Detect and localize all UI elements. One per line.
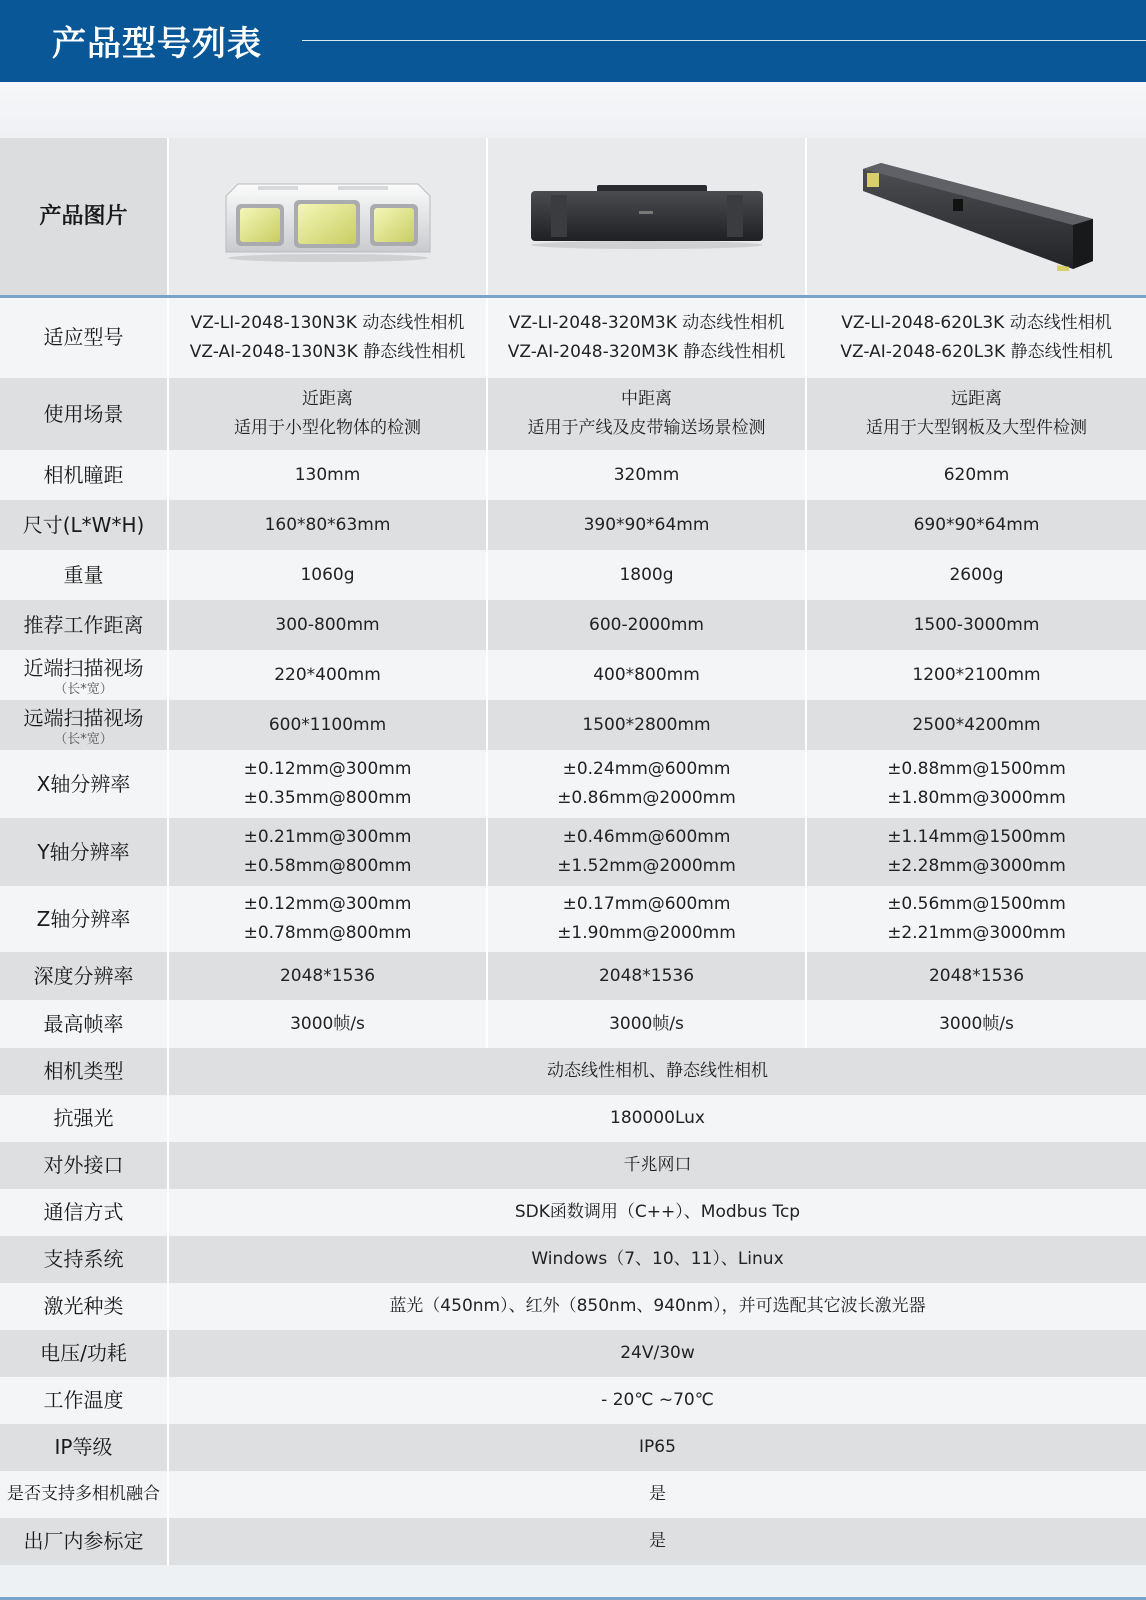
- spec-row: [0, 1095, 1146, 1142]
- spec-value: [806, 1000, 1146, 1048]
- row-label: [0, 1518, 168, 1565]
- spec-value: IP65: [168, 1424, 1146, 1471]
- spec-value: 180000Lux: [168, 1095, 1146, 1142]
- camera-130-image: [218, 168, 438, 264]
- spec-value-line: VZ-AI-2048-620L3K 静态线性相机: [840, 341, 1113, 362]
- spec-row: [0, 378, 1146, 450]
- spec-value: 是: [168, 1471, 1146, 1518]
- row-label-text: 适应型号: [43, 325, 124, 350]
- spec-value-line: VZ-LI-2048-620L3K 动态线性相机: [841, 312, 1112, 333]
- spec-row: [0, 818, 1146, 886]
- spec-value: 24V/30w: [168, 1330, 1146, 1377]
- spec-row: [0, 952, 1146, 1000]
- spec-value-line: 2048*1536: [598, 965, 695, 986]
- row-label: [0, 1424, 168, 1471]
- spec-value-line: 130mm: [294, 464, 361, 485]
- spec-value: [487, 886, 806, 952]
- spec-value: [487, 296, 806, 378]
- row-label: [0, 700, 168, 750]
- row-label: [0, 886, 168, 952]
- spec-value-line: 3000帧/s: [939, 1013, 1014, 1034]
- spec-row: [0, 1518, 1146, 1565]
- spec-value-line: ±0.88mm@1500mm: [887, 759, 1066, 779]
- row-label-text: X轴分辨率: [36, 771, 131, 796]
- spec-value: [168, 700, 487, 750]
- row-label: [0, 1283, 168, 1330]
- image-row: [0, 138, 1146, 296]
- spec-value-line: 1800g: [619, 564, 674, 585]
- spec-value: [806, 700, 1146, 750]
- spec-row: [0, 1377, 1146, 1424]
- row-label: [0, 750, 168, 818]
- row-label: [0, 450, 168, 500]
- product-image-cell: [168, 138, 487, 296]
- row-label: [0, 1377, 168, 1424]
- spec-value: [168, 450, 487, 500]
- row-label-text: 相机类型: [43, 1059, 124, 1083]
- spec-value-line: 1500*2800mm: [582, 714, 711, 735]
- camera-320-image: [527, 181, 767, 251]
- spec-row: [0, 1048, 1146, 1095]
- spec-value-line: 690*90*64mm: [913, 514, 1040, 535]
- spec-value: [806, 500, 1146, 550]
- spec-value: [806, 378, 1146, 450]
- spec-value: [487, 818, 806, 886]
- spec-value: [487, 650, 806, 700]
- camera-620-image: [857, 161, 1097, 271]
- row-label: [0, 1471, 168, 1518]
- spec-value-line: 320mm: [613, 464, 680, 485]
- spec-value: [806, 818, 1146, 886]
- spec-value-line: VZ-LI-2048-130N3K 动态线性相机: [190, 312, 465, 333]
- spec-value-line: 1200*2100mm: [912, 664, 1041, 685]
- row-label-text: 相机瞳距: [43, 462, 124, 487]
- row-label-text: 激光种类: [43, 1294, 124, 1318]
- spec-row: [0, 886, 1146, 952]
- spec-value: [487, 600, 806, 650]
- row-label: [0, 296, 168, 378]
- spec-value-line: ±0.78mm@800mm: [243, 923, 412, 943]
- spec-value: [487, 1000, 806, 1048]
- spec-value-line: ±0.35mm@800mm: [243, 788, 412, 808]
- spec-value: [806, 450, 1146, 500]
- spec-value-line: ±0.17mm@600mm: [562, 894, 731, 914]
- spec-value: [806, 296, 1146, 378]
- spec-value-line: 2600g: [949, 564, 1004, 585]
- spec-value: [168, 378, 487, 450]
- row-label-text: 对外接口: [43, 1153, 124, 1177]
- header-divider: [302, 40, 1146, 41]
- row-label-text: 使用场景: [43, 401, 124, 426]
- spec-value-line: ±0.56mm@1500mm: [887, 894, 1066, 914]
- page-title: 产品型号列表: [52, 24, 262, 64]
- spec-value-line: ±1.14mm@1500mm: [887, 827, 1066, 847]
- spec-value-line: 适用于产线及皮带输送场景检测: [527, 418, 766, 438]
- spec-value-line: ±1.80mm@3000mm: [887, 788, 1066, 808]
- row-label-text: IP等级: [54, 1435, 113, 1459]
- spec-value: [487, 450, 806, 500]
- spec-value-line: ±0.21mm@300mm: [243, 827, 412, 847]
- spec-row: [0, 700, 1146, 750]
- spec-value-line: ±1.90mm@2000mm: [557, 923, 736, 943]
- spec-value: [806, 550, 1146, 600]
- spec-value-line: 220*400mm: [274, 664, 381, 685]
- row-label: [0, 952, 168, 1000]
- spec-value-line: 3000帧/s: [290, 1013, 365, 1034]
- spec-row: [0, 1236, 1146, 1283]
- product-image-cell: [487, 138, 806, 296]
- spec-value-line: 适用于小型化物体的检测: [234, 418, 421, 438]
- spec-value-line: ±0.24mm@600mm: [562, 759, 731, 779]
- spec-value-line: ±1.52mm@2000mm: [557, 856, 736, 876]
- spec-value: [806, 886, 1146, 952]
- row-label-text: 工作温度: [43, 1388, 124, 1412]
- row-label: [0, 1142, 168, 1189]
- spec-value: 是: [168, 1518, 1146, 1565]
- row-label-text: 通信方式: [43, 1200, 124, 1224]
- spec-value: [487, 378, 806, 450]
- product-image-cell: [806, 138, 1146, 296]
- spec-value: [487, 550, 806, 600]
- row-label-text: 远端扫描视场: [23, 705, 144, 730]
- spec-value-line: 2500*4200mm: [912, 714, 1041, 735]
- row-label: [0, 600, 168, 650]
- spec-value-line: 1060g: [300, 564, 355, 585]
- spec-value-line: ±2.21mm@3000mm: [887, 923, 1066, 943]
- spec-row: [0, 600, 1146, 650]
- row-label: [0, 1189, 168, 1236]
- spec-row: [0, 1424, 1146, 1471]
- spec-value: 千兆网口: [168, 1142, 1146, 1189]
- spec-value-line: 2048*1536: [279, 965, 376, 986]
- spec-value-line: VZ-AI-2048-320M3K 静态线性相机: [507, 341, 786, 362]
- row-label-text: 支持系统: [43, 1247, 124, 1271]
- spec-table: [0, 138, 1146, 1565]
- spec-value: - 20℃ ~70℃: [168, 1377, 1146, 1424]
- row-label-text: Z轴分辨率: [36, 906, 131, 931]
- spec-row: [0, 1142, 1146, 1189]
- spec-value-line: 600-2000mm: [589, 614, 704, 635]
- header-spacer: [0, 82, 1146, 138]
- spec-value: [168, 296, 487, 378]
- spec-value-line: 适用于大型钢板及大型件检测: [866, 418, 1087, 438]
- spec-value-line: ±0.46mm@600mm: [562, 827, 731, 847]
- spec-value-line: 390*90*64mm: [583, 514, 710, 535]
- spec-value-line: ±0.86mm@2000mm: [557, 788, 736, 808]
- spec-row: [0, 550, 1146, 600]
- row-label: [0, 1095, 168, 1142]
- spec-value-line: 600*1100mm: [268, 714, 387, 735]
- spec-row: [0, 750, 1146, 818]
- spec-value-line: 160*80*63mm: [264, 514, 391, 535]
- row-label-text: 重量: [63, 562, 104, 587]
- spec-value-line: ±0.12mm@300mm: [243, 894, 412, 914]
- row-label-text: 电压/功耗: [40, 1341, 127, 1365]
- spec-value-line: ±0.58mm@800mm: [243, 856, 412, 876]
- page-header: [0, 0, 1146, 82]
- spec-row: [0, 450, 1146, 500]
- row-label: [0, 1000, 168, 1048]
- spec-value-line: 400*800mm: [593, 664, 700, 685]
- spec-value: [487, 500, 806, 550]
- row-label-text: 是否支持多相机融合: [7, 1484, 160, 1504]
- row-label-text: 推荐工作距离: [23, 612, 144, 637]
- spec-value-line: ±0.12mm@300mm: [243, 759, 412, 779]
- spec-row: [0, 296, 1146, 378]
- spec-value-line: 远距离: [951, 389, 1002, 409]
- row-label-text: Y轴分辨率: [37, 839, 130, 864]
- spec-value: [168, 952, 487, 1000]
- spec-value-line: 300-800mm: [275, 614, 380, 635]
- spec-row: [0, 1330, 1146, 1377]
- row-label: [0, 1236, 168, 1283]
- spec-value-line: 1500-3000mm: [913, 614, 1040, 635]
- spec-value: [168, 500, 487, 550]
- row-label-text: 出厂内参标定: [23, 1529, 144, 1553]
- row-label-text: 尺寸(L*W*H): [22, 512, 145, 537]
- row-label: [0, 1330, 168, 1377]
- spec-value: SDK函数调用（C++）、Modbus Tcp: [168, 1189, 1146, 1236]
- spec-value: [487, 700, 806, 750]
- row-label-text: 深度分辨率: [33, 963, 134, 988]
- spec-value: [168, 886, 487, 952]
- row-label: [0, 1048, 168, 1095]
- spec-value-line: VZ-AI-2048-130N3K 静态线性相机: [189, 341, 466, 362]
- spec-row: [0, 1283, 1146, 1330]
- row-label: [0, 650, 168, 700]
- row-label-text: 抗强光: [53, 1106, 114, 1130]
- spec-value-line: VZ-LI-2048-320M3K 动态线性相机: [508, 312, 785, 333]
- spec-value-line: 3000帧/s: [609, 1013, 684, 1034]
- spec-value: [806, 750, 1146, 818]
- spec-value: [168, 1000, 487, 1048]
- row-label: [0, 550, 168, 600]
- spec-row: [0, 500, 1146, 550]
- spec-value: [168, 550, 487, 600]
- spec-value-line: 2048*1536: [928, 965, 1025, 986]
- row-label: [0, 818, 168, 886]
- spec-value: [168, 650, 487, 700]
- row-label: [0, 378, 168, 450]
- spec-value-line: ±2.28mm@3000mm: [887, 856, 1066, 876]
- spec-value-line: 620mm: [943, 464, 1010, 485]
- spec-value: Windows（7、10、11）、Linux: [168, 1236, 1146, 1283]
- spec-row: [0, 1471, 1146, 1518]
- spec-value: [168, 818, 487, 886]
- row-label-text: 近端扫描视场: [23, 655, 144, 680]
- spec-value: [168, 600, 487, 650]
- row-label-sub: （长*宽）: [54, 731, 113, 747]
- row-label: [0, 500, 168, 550]
- spec-value: [487, 952, 806, 1000]
- row-label-text: 最高帧率: [43, 1011, 124, 1036]
- spec-value: [806, 600, 1146, 650]
- spec-value: [487, 750, 806, 818]
- spec-value-line: 近距离: [302, 389, 353, 409]
- spec-row: [0, 650, 1146, 700]
- row-label-sub: （长*宽）: [54, 681, 113, 697]
- spec-value: [806, 952, 1146, 1000]
- spec-row: [0, 1189, 1146, 1236]
- spec-value: [806, 650, 1146, 700]
- row-label: 产品图片: [0, 138, 168, 296]
- spec-value-line: 中距离: [621, 389, 672, 409]
- spec-value: 蓝光（450nm）、红外（850nm、940nm），并可选配其它波长激光器: [168, 1283, 1146, 1330]
- spec-value: 动态线性相机、静态线性相机: [168, 1048, 1146, 1095]
- spec-row: [0, 1000, 1146, 1048]
- spec-value: [168, 750, 487, 818]
